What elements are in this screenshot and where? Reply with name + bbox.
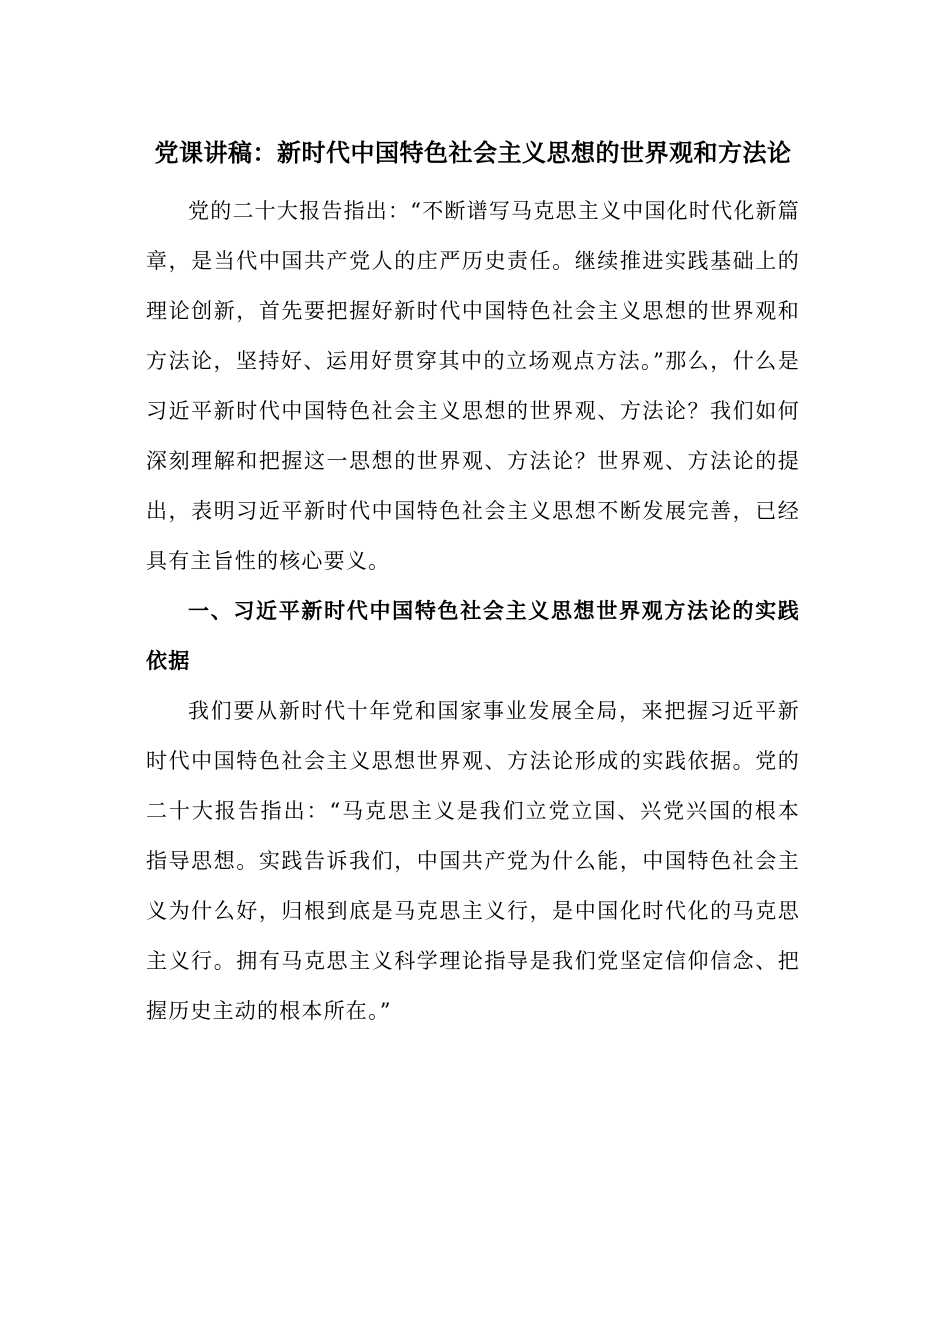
section-heading: 一、习近平新时代中国特色社会主义思想世界观方法论的实践依据 (146, 598, 800, 673)
document-title: 党课讲稿：新时代中国特色社会主义思想的世界观和方法论 (154, 138, 792, 167)
section-paragraph: 我们要从新时代十年党和国家事业发展全局，来把握习近平新时代中国特色社会主义思想世界观、方法论形成的实践依据。党的二十大报告指出：“马克思主义是我们立党立国、兴党兴国的根本指导思想。实践告诉我们，中国共产党为什么能，中国特色社会主义为什么好，归根到底是马克思主义行，是中国化时代化的马克思主义行。拥有马克思主义科学理论指导是我们党坚定信仰信念、把握历史主动的根本所在。” (146, 699, 800, 1023)
document-body (146, 128, 800, 1036)
intro-paragraph: 党的二十大报告指出：“不断谱写马克思主义中国化时代化新篇章，是当代中国共产党人的庄严历史责任。继续推进实践基础上的理论创新，首先要把握好新时代中国特色社会主义思想的世界观和方法论，坚持好、运用好贯穿其中的立场观点方法。”那么，什么是习近平新时代中国特色社会主义思想的世界观、方法论？我们如何深刻理解和把握这一思想的世界观、方法论？世界观、方法论的提出，表明习近平新时代中国特色社会主义思想不断发展完善，已经具有主旨性的核心要义。 (146, 199, 800, 573)
